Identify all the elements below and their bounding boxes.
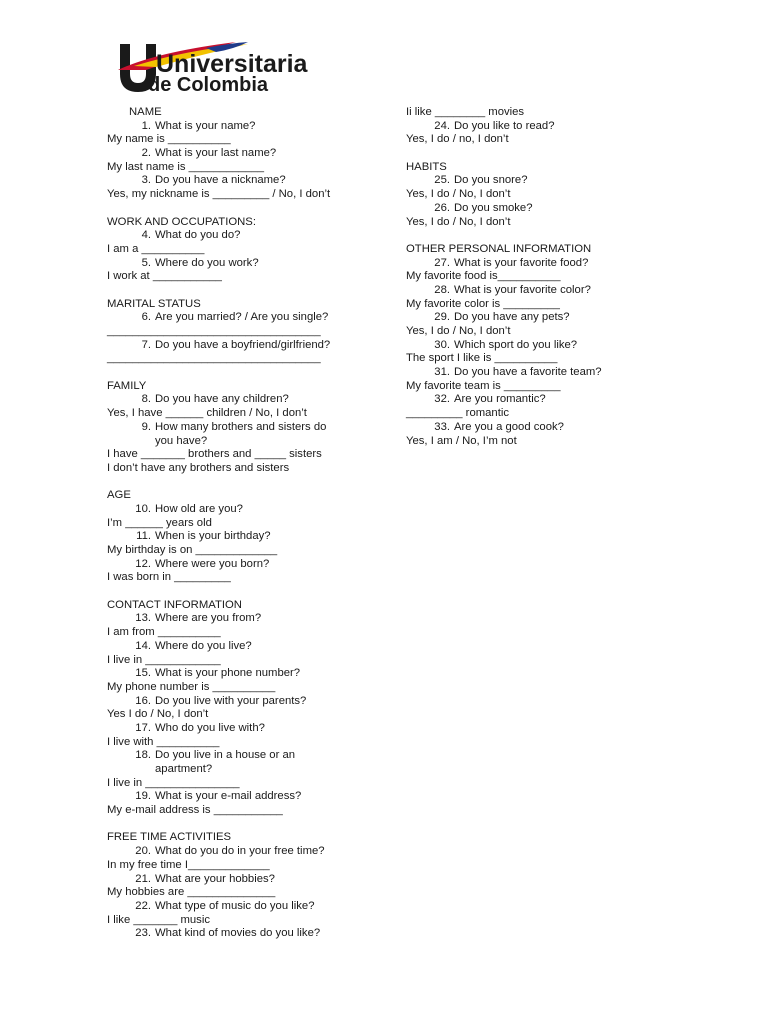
answer-line: I live in _______________ bbox=[107, 776, 240, 789]
question-number: 30. bbox=[434, 338, 450, 351]
question-number: 24. bbox=[434, 119, 450, 132]
question bbox=[107, 147, 377, 161]
question bbox=[107, 174, 377, 188]
answer-line: Yes, I do / No, I don’t bbox=[406, 188, 511, 201]
question bbox=[107, 339, 377, 353]
answer-line: I work at ___________ bbox=[107, 270, 222, 283]
spacer bbox=[107, 366, 377, 380]
answer-line: My favorite color is _________ bbox=[406, 297, 560, 310]
question-text: How old are you? bbox=[155, 502, 243, 515]
question-text: Which sport do you like? bbox=[454, 338, 578, 351]
question bbox=[107, 667, 377, 681]
question bbox=[107, 763, 377, 777]
question bbox=[107, 873, 377, 887]
question-number: 3. bbox=[141, 174, 151, 187]
question bbox=[107, 311, 377, 325]
question-number: 17. bbox=[135, 721, 151, 734]
question-text: Do you live in a house or an bbox=[155, 749, 296, 762]
section-heading: FAMILY bbox=[107, 379, 147, 392]
question-text: What do you do in your free time? bbox=[155, 845, 325, 858]
section-heading: AGE bbox=[107, 489, 131, 502]
question-text: Do you smoke? bbox=[454, 201, 533, 214]
section-heading: OTHER PERSONAL INFORMATION bbox=[406, 242, 592, 255]
answer-line: I don’t have any brothers and sisters bbox=[107, 461, 290, 474]
question bbox=[107, 790, 377, 804]
question bbox=[406, 421, 646, 435]
question bbox=[107, 530, 377, 544]
question-number: 8. bbox=[141, 393, 151, 406]
section-heading: FREE TIME ACTIVITIES bbox=[107, 831, 232, 844]
spacer bbox=[107, 202, 377, 216]
answer-line: I like _______ music bbox=[107, 913, 210, 926]
question-number: 5. bbox=[141, 256, 151, 269]
question bbox=[406, 174, 646, 188]
logo-wordmark-line1: Universitaria bbox=[156, 50, 308, 78]
question-text: Do you have a boyfriend/girlfriend? bbox=[155, 338, 331, 351]
section-heading: NAME bbox=[129, 106, 162, 118]
answer-line: My name is __________ bbox=[107, 133, 231, 146]
question-text: When is your birthday? bbox=[155, 530, 271, 543]
question-text: How many brothers and sisters do bbox=[155, 420, 327, 433]
question bbox=[107, 900, 377, 914]
question-text: Are you a good cook? bbox=[454, 420, 564, 433]
question-number: 23. bbox=[135, 927, 151, 940]
question-number: 13. bbox=[135, 612, 151, 625]
question-number: 27. bbox=[434, 256, 450, 269]
question-number: 25. bbox=[434, 174, 450, 187]
question bbox=[107, 749, 377, 763]
question bbox=[107, 695, 377, 709]
question bbox=[107, 421, 377, 435]
question bbox=[107, 229, 377, 243]
question-number: 21. bbox=[135, 872, 151, 885]
answer-line: I am a __________ bbox=[107, 242, 205, 255]
question bbox=[406, 120, 646, 134]
question-number: 15. bbox=[135, 667, 151, 680]
section-heading: HABITS bbox=[406, 160, 447, 173]
question-text: Do you live with your parents? bbox=[155, 694, 307, 707]
question bbox=[406, 311, 646, 325]
question bbox=[107, 640, 377, 654]
question bbox=[107, 558, 377, 572]
answer-line: Yes, I have ______ children / No, I don’t bbox=[107, 407, 307, 420]
answer-line: My e-mail address is ___________ bbox=[107, 804, 283, 817]
question bbox=[107, 120, 377, 134]
logo-wordmark-line2: de Colombia bbox=[148, 74, 269, 96]
question-text: What are your hobbies? bbox=[155, 872, 275, 885]
right-column bbox=[406, 106, 646, 448]
question-number: 31. bbox=[434, 366, 450, 379]
question-text: What do you do? bbox=[155, 229, 241, 242]
answer-line: I live in ____________ bbox=[107, 653, 221, 666]
question bbox=[406, 257, 646, 271]
answer-line: Yes, I do / No, I don’t bbox=[406, 325, 511, 337]
answer-line: Yes, I do / No, I don’t bbox=[406, 215, 511, 228]
answer-line: I have _______ brothers and _____ sisters bbox=[107, 448, 322, 461]
question bbox=[107, 393, 377, 407]
question-number: 26. bbox=[434, 201, 450, 214]
answer-line: I was born in _________ bbox=[107, 571, 231, 584]
question-text: Where do you live? bbox=[155, 639, 252, 652]
answer-line: Yes I do / No, I don’t bbox=[107, 708, 209, 721]
spacer bbox=[107, 818, 377, 832]
question-number: 29. bbox=[434, 311, 450, 324]
answer-line: _________ romantic bbox=[406, 407, 510, 420]
question-continuation: apartment? bbox=[155, 763, 213, 775]
question-text: Where were you born? bbox=[155, 557, 270, 570]
question-text: Where do you work? bbox=[155, 256, 259, 269]
question-number: 18. bbox=[135, 749, 151, 762]
answer-line: __________________________________ bbox=[107, 325, 321, 337]
answer-line: Ii like ________ movies bbox=[406, 106, 525, 118]
question-text: What is your last name? bbox=[155, 147, 277, 160]
question-text: What is your favorite food? bbox=[454, 256, 589, 269]
answer-line: My last name is ____________ bbox=[107, 160, 265, 173]
question-text: Do you have a favorite team? bbox=[454, 366, 602, 379]
question-number: 9. bbox=[141, 420, 151, 433]
question-number: 22. bbox=[135, 899, 151, 912]
answer-line: I live with __________ bbox=[107, 735, 220, 748]
question bbox=[107, 612, 377, 626]
question bbox=[406, 202, 646, 216]
question-number: 6. bbox=[141, 311, 151, 324]
answer-line: Yes, my nickname is _________ / No, I don’t bbox=[107, 188, 331, 201]
question-text: Who do you live with? bbox=[155, 721, 265, 734]
spacer bbox=[107, 585, 377, 599]
question-number: 2. bbox=[141, 147, 151, 160]
answer-line: My hobbies are ______________ bbox=[107, 886, 276, 899]
question-number: 7. bbox=[141, 338, 151, 351]
answer-line: My phone number is __________ bbox=[107, 680, 276, 693]
question-number: 20. bbox=[135, 845, 151, 858]
question-text: Are you romantic? bbox=[454, 393, 546, 406]
answer-line: Yes, I do / no, I don’t bbox=[406, 133, 509, 146]
section-heading: MARITAL STATUS bbox=[107, 297, 201, 310]
answer-line: In my free time I_____________ bbox=[107, 858, 270, 871]
answer-line: __________________________________ bbox=[107, 352, 321, 365]
question-text: What is your phone number? bbox=[155, 667, 301, 680]
question bbox=[107, 927, 377, 941]
question-text: What is your e-mail address? bbox=[155, 790, 302, 803]
answer-line: I’m ______ years old bbox=[107, 516, 212, 529]
question-number: 11. bbox=[136, 530, 151, 543]
question bbox=[406, 393, 646, 407]
question bbox=[406, 284, 646, 298]
question-text: Are you married? / Are you single? bbox=[155, 311, 329, 324]
question-number: 14. bbox=[135, 639, 151, 652]
answer-line: Yes, I am / No, I’m not bbox=[406, 434, 517, 447]
question-text: Where are you from? bbox=[155, 612, 262, 625]
question bbox=[107, 435, 377, 449]
question bbox=[107, 845, 377, 859]
question-text: What type of music do you like? bbox=[155, 899, 315, 912]
question-number: 1. bbox=[141, 119, 151, 132]
question-number: 16. bbox=[135, 694, 151, 707]
question-text: What is your name? bbox=[155, 119, 256, 132]
question-text: What is your favorite color? bbox=[454, 283, 591, 296]
question-text: What kind of movies do you like? bbox=[155, 927, 321, 940]
answer-line: I am from __________ bbox=[107, 626, 221, 639]
question-text: Do you like to read? bbox=[454, 119, 555, 132]
question-number: 33. bbox=[434, 420, 450, 433]
question-number: 12. bbox=[135, 557, 151, 570]
spacer bbox=[107, 284, 377, 298]
section-heading: WORK AND OCCUPATIONS: bbox=[107, 215, 256, 228]
left-column bbox=[107, 106, 377, 941]
question-number: 28. bbox=[434, 283, 450, 296]
spacer bbox=[107, 476, 377, 490]
answer-line: My favorite food is__________ bbox=[406, 270, 561, 283]
question-text: Do you have any pets? bbox=[454, 311, 570, 324]
question bbox=[406, 339, 646, 353]
question bbox=[406, 366, 646, 380]
answer-line: My birthday is on _____________ bbox=[107, 544, 278, 556]
answer-line: The sport I like is __________ bbox=[406, 352, 558, 365]
question bbox=[107, 257, 377, 271]
answer-line: My favorite team is _________ bbox=[406, 379, 561, 392]
question-number: 32. bbox=[434, 393, 450, 406]
question-number: 10. bbox=[135, 502, 151, 515]
question-text: Do you snore? bbox=[454, 174, 528, 187]
question-continuation: you have? bbox=[155, 434, 208, 447]
question-text: Do you have any children? bbox=[155, 393, 289, 406]
question bbox=[107, 722, 377, 736]
question-text: Do you have a nickname? bbox=[155, 174, 286, 187]
spacer bbox=[406, 147, 646, 161]
question bbox=[107, 503, 377, 517]
university-logo bbox=[116, 40, 316, 98]
question-number: 4. bbox=[141, 229, 151, 242]
section-heading: CONTACT INFORMATION bbox=[107, 598, 242, 611]
question-number: 19. bbox=[135, 790, 151, 803]
spacer bbox=[406, 229, 646, 243]
